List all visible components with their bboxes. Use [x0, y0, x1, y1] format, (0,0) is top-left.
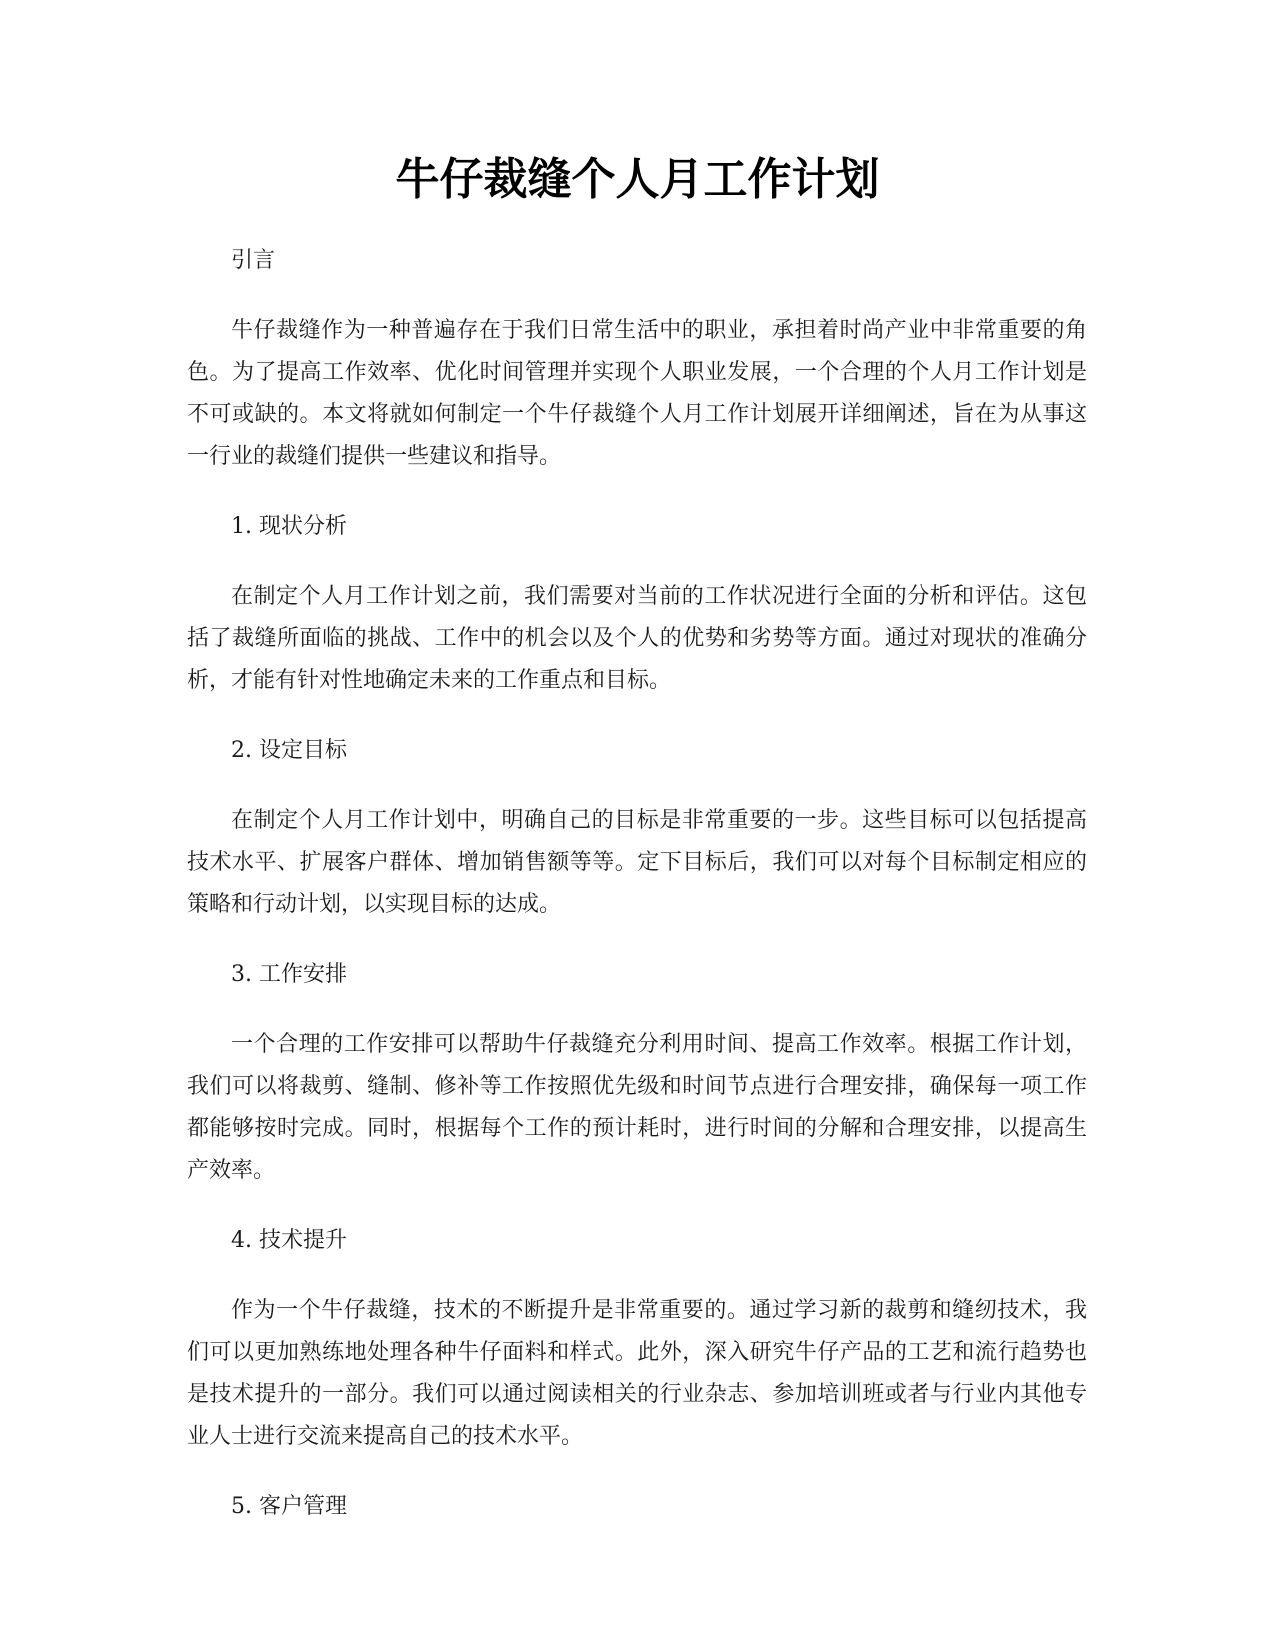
section-paragraph-status-analysis: 在制定个人月工作计划之前，我们需要对当前的工作状况进行全面的分析和评估。这包括了裁缝所面临的挑战、工作中的机会以及个人的优势和劣势等方面。通过对现状的准确分析，才能有针对性地确定未来的工作重点和目标。	[187, 584, 1087, 693]
section-heading-customer-management: 5. 客户管理	[231, 1494, 347, 1519]
section-paragraph-intro: 牛仔裁缝作为一种普遍存在于我们日常生活中的职业，承担着时尚产业中非常重要的角色。为了提高工作效率、优化时间管理并实现个人职业发展，一个合理的个人月工作计划是不可或缺的。本文将就如何制定一个牛仔裁缝个人月工作计划展开详细阐述，旨在为从事这一行业的裁缝们提供一些建议和指导。	[187, 318, 1087, 469]
section-heading-intro: 引言	[231, 248, 276, 273]
document-body	[187, 240, 1087, 1528]
page-title: 牛仔裁缝个人月工作计划	[395, 154, 880, 205]
section-paragraph-skill-improvement: 作为一个牛仔裁缝，技术的不断提升是非常重要的。通过学习新的裁剪和缝纫技术，我们可以更加熟练地处理各种牛仔面料和样式。此外，深入研究牛仔产品的工艺和流行趋势也是技术提升的一部分。我们可以通过阅读相关的行业杂志、参加培训班或者与行业内其他专业人士进行交流来提高自己的技术水平。	[187, 1298, 1087, 1449]
section-heading-set-goals: 2. 设定目标	[231, 738, 347, 763]
section-paragraph-set-goals: 在制定个人月工作计划中，明确自己的目标是非常重要的一步。这些目标可以包括提高技术水平、扩展客户群体、增加销售额等等。定下目标后，我们可以对每个目标制定相应的策略和行动计划，以实现目标的达成。	[187, 808, 1087, 917]
section-heading-work-arrangement: 3. 工作安排	[231, 962, 347, 987]
section-paragraph-work-arrangement: 一个合理的工作安排可以帮助牛仔裁缝充分利用时间、提高工作效率。根据工作计划，我们可以将裁剪、缝制、修补等工作按照优先级和时间节点进行合理安排，确保每一项工作都能够按时完成。同时，根据每个工作的预计耗时，进行时间的分解和合理安排，以提高生产效率。	[187, 1032, 1087, 1183]
section-heading-status-analysis: 1. 现状分析	[231, 514, 347, 539]
section-heading-skill-improvement: 4. 技术提升	[231, 1228, 347, 1253]
